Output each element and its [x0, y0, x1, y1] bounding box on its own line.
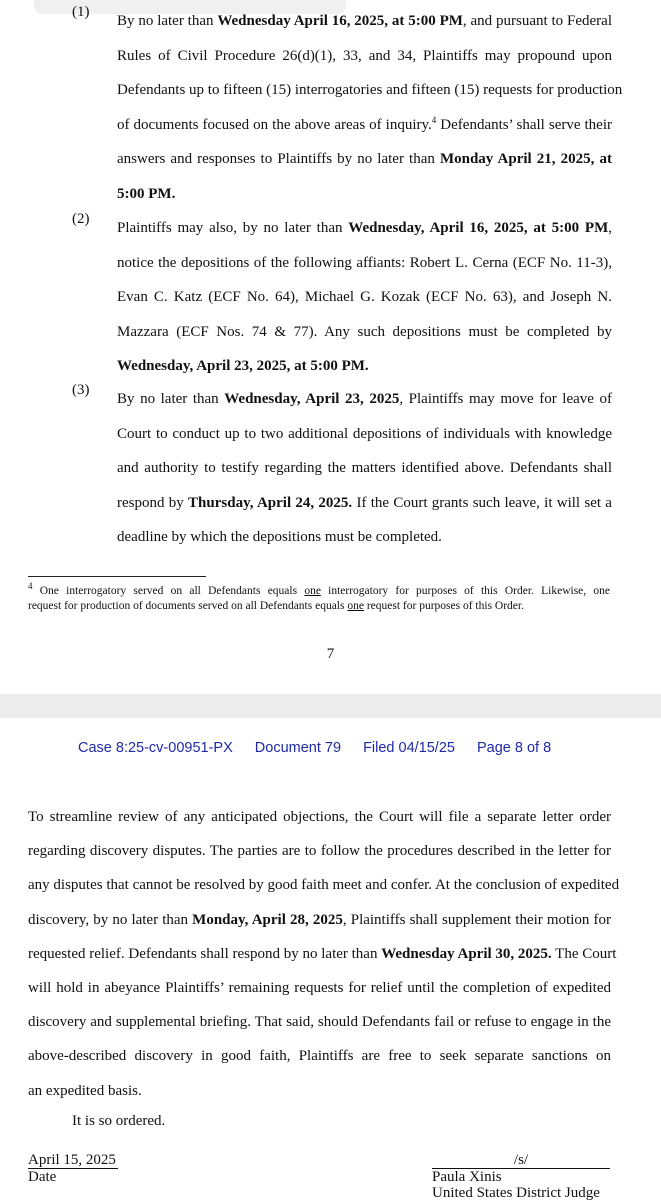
text-line: [117, 486, 612, 521]
text-run: , Plaintiffs may move for leave of: [399, 391, 612, 407]
date-label: Date: [28, 1169, 57, 1185]
text-run: any disputes that cannot be resolved by good faith meet and confer. At the conclusion of expedited: [28, 877, 620, 894]
text-run: Court to conduct up to two additional depositions of individuals with knowledge: [117, 425, 612, 442]
text-line: [28, 868, 620, 902]
footnote-line: [28, 599, 610, 614]
text-run: will hold in abeyance Plaintiffs’ remaining requests for relief until the completion of expedited: [28, 979, 611, 996]
item-text: [117, 211, 612, 384]
text-run: request for production of documents served on all Defendants equals: [28, 600, 348, 612]
item-number: (3): [72, 382, 90, 398]
bold-text: Wednesday, April 23, 2025: [224, 391, 400, 407]
bold-text: Wednesday April 30, 2025.: [381, 945, 552, 962]
filed-date: Filed 04/15/25: [363, 740, 455, 756]
text-run: above-described discovery in good faith, Plaintiffs are free to seek separate sanctions on: [28, 1048, 611, 1065]
text-run: of documents focused on the above areas of inquiry.: [117, 116, 432, 133]
text-line: [28, 834, 611, 868]
date-block: [28, 1152, 118, 1185]
text-line: [117, 39, 612, 74]
text-run: To streamline review of any anticipated objections, the Court will file a separate letter order: [28, 809, 611, 825]
item-text: [117, 382, 612, 555]
text-line: [28, 1039, 611, 1073]
text-line: [117, 520, 612, 555]
text-run: requested relief. Defendants shall respond by no later than: [28, 945, 382, 962]
page-gap: [0, 694, 661, 718]
text-run: respond by: [117, 494, 189, 511]
text-line: [117, 246, 612, 281]
case-number: Case 8:25-cv-00951-PX: [78, 740, 233, 756]
page-number: 7: [326, 646, 335, 662]
text-line: [28, 903, 611, 937]
footnote-line: [28, 581, 610, 599]
text-run: Defendants up to fifteen (15) interrogatories and fifteen (15) requests for production: [117, 82, 623, 98]
text-line: [117, 108, 612, 143]
text-run: Mazzara (ECF Nos. 74 & 77). Any such depositions must be completed by: [117, 323, 612, 340]
text-run: One interrogatory served on all Defendants equals: [32, 585, 305, 597]
closing-statement: It is so ordered.: [72, 1113, 166, 1129]
text-run: Rules of Civil Procedure 26(d)(1), 33, and 34, Plaintiffs may propound upon: [117, 47, 612, 64]
bold-text: Monday April 21, 2025, at: [439, 151, 612, 167]
bold-text: Wednesday, April 23, 2025, at 5:00 PM.: [117, 358, 369, 374]
text-line: [28, 937, 617, 971]
text-run: interrogatory for purposes of this Order. Likewise, one: [320, 585, 610, 597]
footnote-marker: 4: [28, 581, 33, 592]
document-number: Document 79: [254, 740, 342, 756]
order-paragraph: [28, 800, 620, 1108]
text-line: [28, 1005, 611, 1039]
case-header: [78, 740, 569, 756]
text-run: , and pursuant to Federal: [462, 13, 612, 29]
footnote-divider: [28, 576, 206, 577]
text-line: [117, 451, 612, 486]
bold-text: Thursday, April 24, 2025.: [188, 494, 353, 511]
document-page-8: [0, 718, 661, 1200]
page-count: Page 8 of 8: [477, 740, 552, 756]
text-line: [117, 315, 612, 350]
text-run: request for purposes of this Order.: [363, 600, 524, 612]
bold-text: 5:00 PM.: [117, 185, 176, 202]
text-run: , Plaintiffs shall supplement their motion for: [342, 911, 611, 928]
text-line: [117, 280, 612, 315]
text-run: and authority to testify regarding the matters identified above. Defendants shall: [117, 460, 612, 476]
text-run: an expedited basis.: [28, 1082, 142, 1099]
text-run: Evan C. Katz (ECF No. 64), Michael G. Kozak (ECF No. 63), and Joseph N.: [117, 289, 612, 305]
footnote: [28, 581, 610, 614]
text-run: ,: [608, 220, 612, 236]
item-number: (1): [72, 4, 90, 20]
bold-text: Wednesday April 16, 2025, at 5:00 PM: [217, 13, 463, 29]
text-line: [117, 73, 623, 108]
text-run: discovery, by no later than: [28, 911, 193, 928]
text-run: By no later than: [117, 391, 225, 407]
text-run: If the Court grants such leave, it will set a: [352, 494, 612, 511]
text-run: The Court: [551, 945, 617, 962]
text-line: [117, 382, 612, 417]
text-run: regarding discovery disputes. The parties are to follow the procedures described in the letter for: [28, 843, 611, 860]
text-line: [117, 177, 612, 212]
judge-name: Paula Xinis: [432, 1169, 502, 1185]
text-line: [117, 211, 612, 246]
text-run: deadline by which the depositions must be completed.: [117, 529, 442, 545]
text-line: [28, 1074, 611, 1108]
signed-date: April 15, 2025: [28, 1152, 116, 1168]
text-run: one: [304, 585, 321, 597]
item-number: (2): [72, 211, 90, 227]
text-run: notice the depositions of the following affiants: Robert L. Cerna (ECF No. 11-3),: [117, 254, 612, 271]
judge-title: United States District Judge: [432, 1185, 600, 1201]
text-line: [117, 4, 612, 39]
text-line: [117, 417, 612, 452]
text-run: Defendants’ shall serve their: [436, 116, 613, 133]
text-run: discovery and supplemental briefing. That said, should Defendants fail or refuse to engage in the: [28, 1014, 611, 1031]
text-run: By no later than: [117, 13, 218, 29]
text-line: [28, 971, 611, 1005]
signature-mark: /s/: [432, 1152, 610, 1169]
signature-block: [432, 1152, 610, 1201]
footnote-marker: 4: [431, 114, 437, 125]
bold-text: Monday, April 28, 2025: [192, 911, 343, 928]
text-run: one: [347, 600, 364, 612]
text-line: [117, 349, 612, 384]
bold-text: Wednesday, April 16, 2025, at 5:00 PM: [348, 220, 609, 236]
text-run: answers and responses to Plaintiffs by no later than: [117, 151, 440, 167]
text-line: [28, 800, 611, 834]
text-line: [117, 142, 612, 177]
text-run: Plaintiffs may also, by no later than: [117, 220, 349, 236]
item-text: [117, 4, 623, 211]
